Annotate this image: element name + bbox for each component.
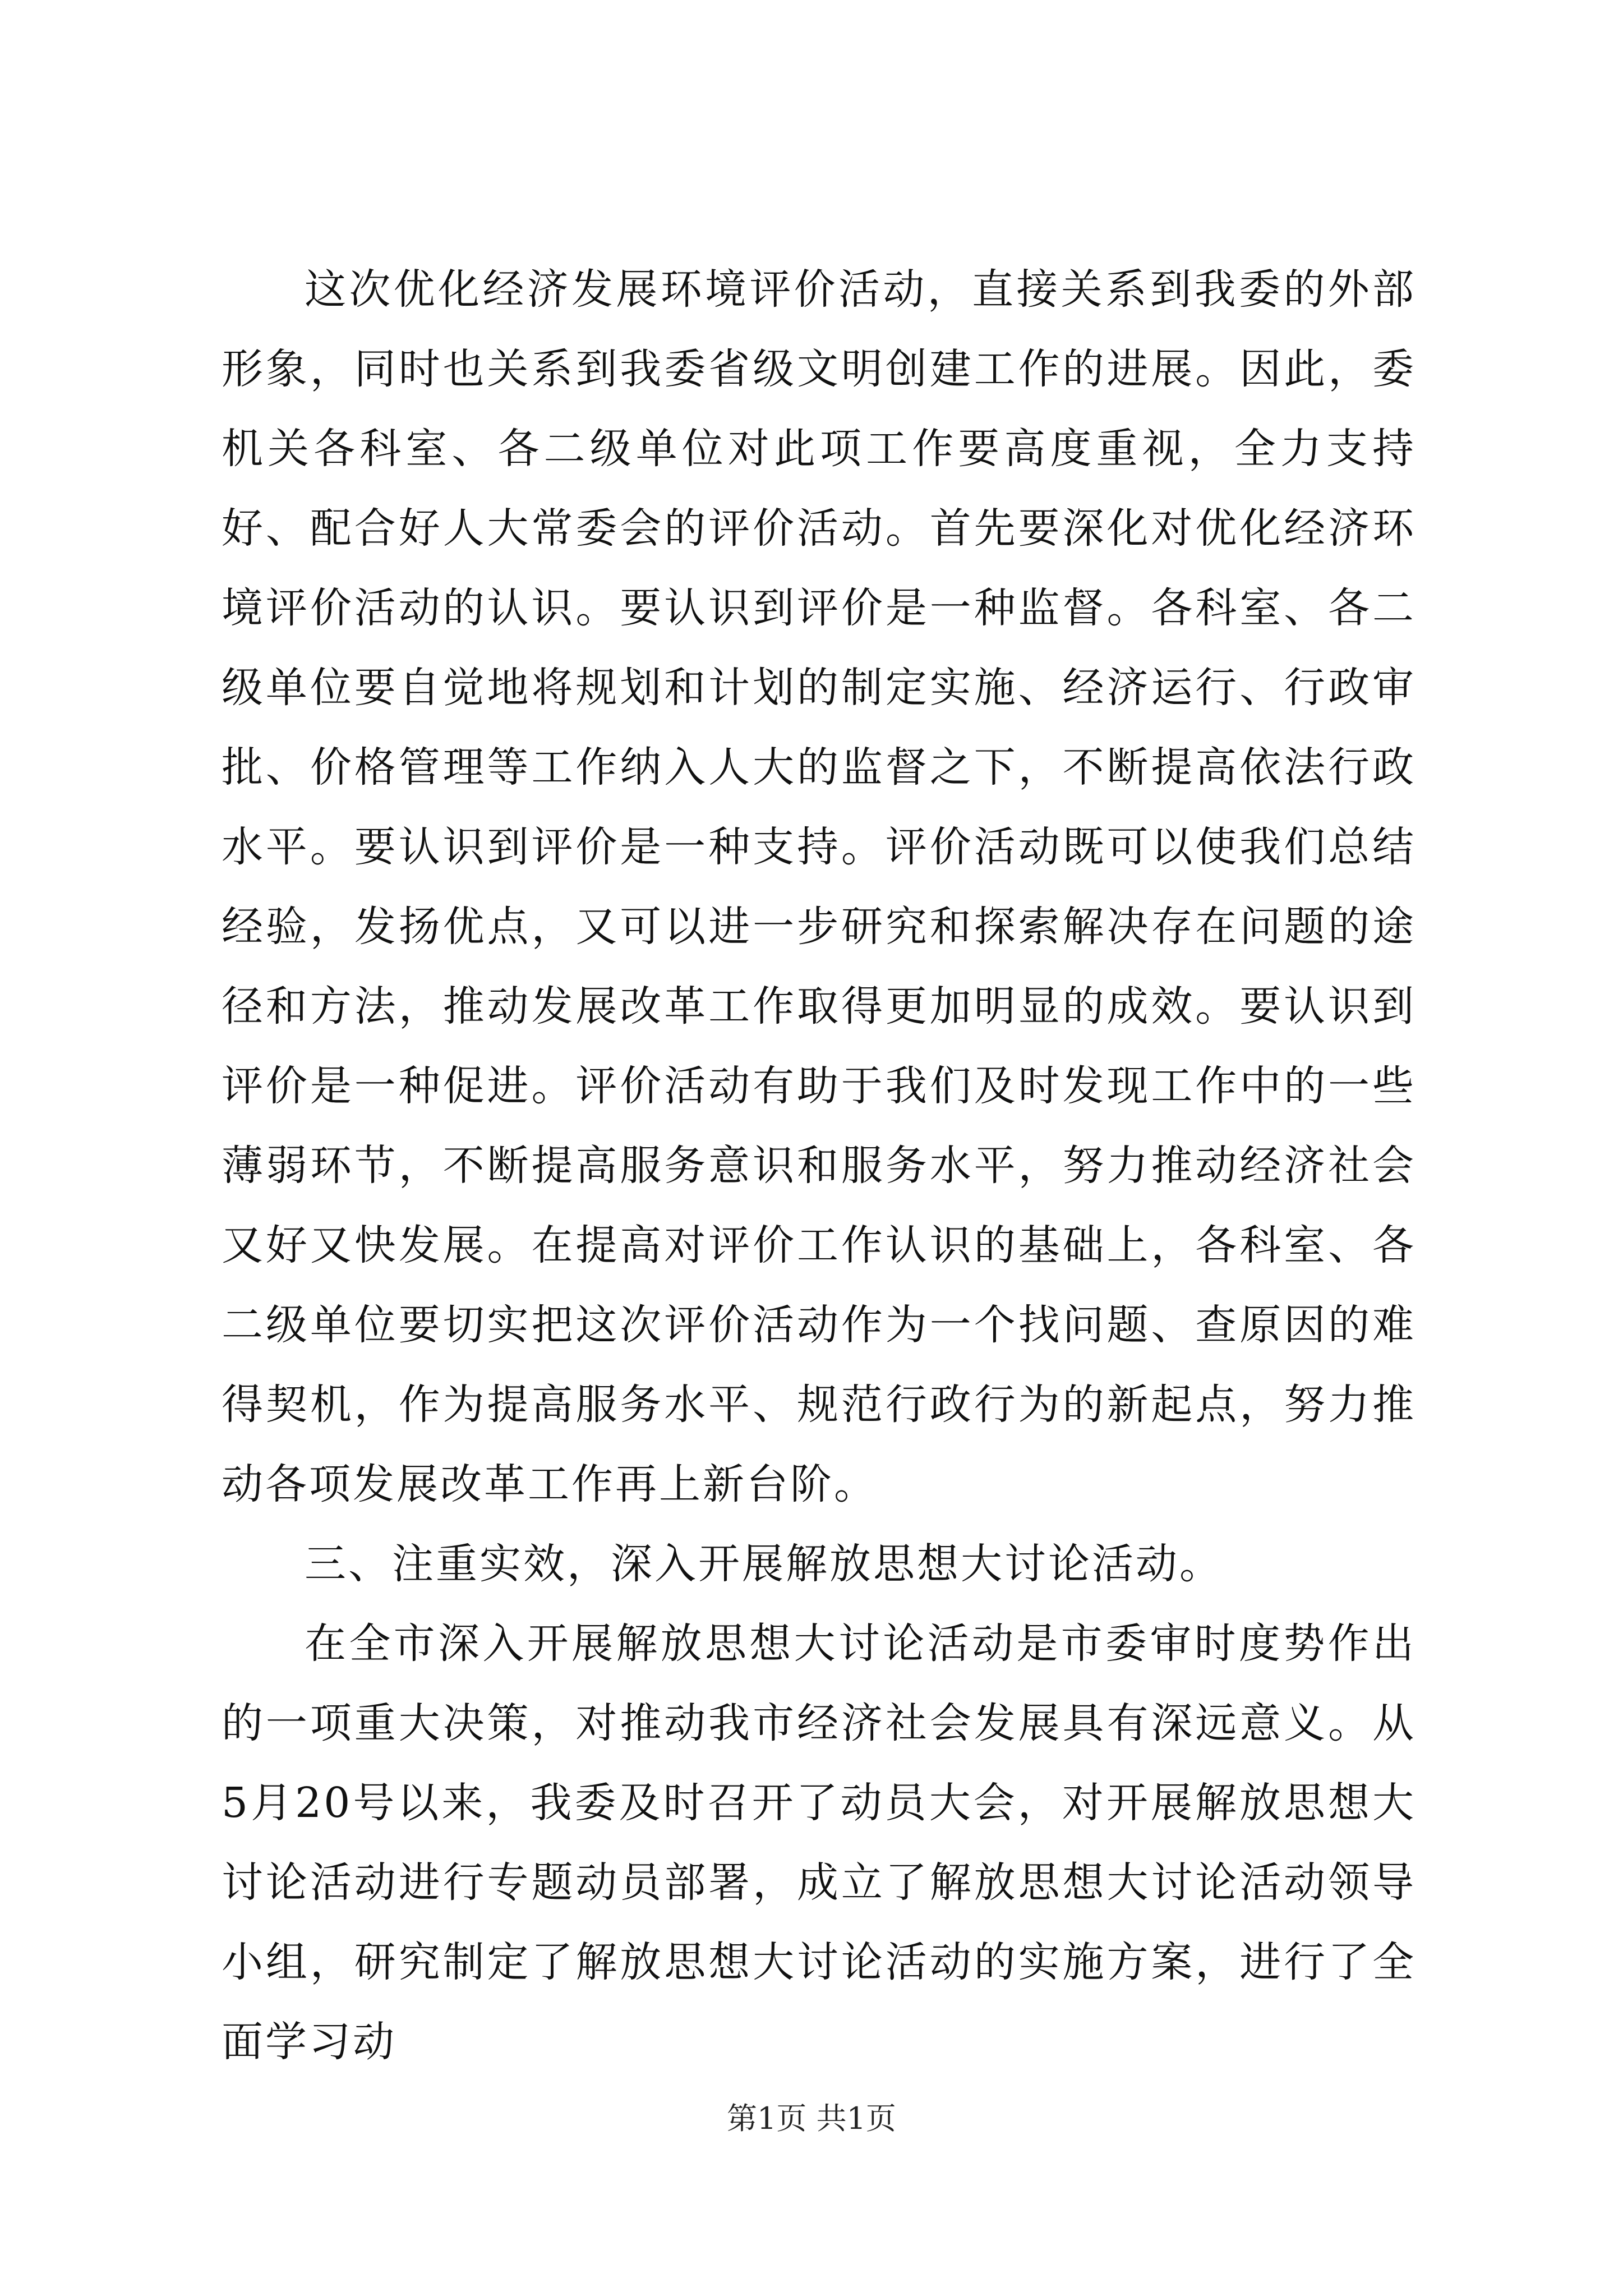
paragraph-emancipation-discussion: 在全市深入开展解放思想大讨论活动是市委审时度势作出的一项重大决策，对推动我市经济社会发展具有深远意义。从5月20号以来，我委及时召开了动员大会，对开展解放思想大讨论活动进行专题动员部署，成立了解放思想大讨论活动领导小组，研究制定了解放思想大讨论活动的实施方案，进行了全面学习动 [222, 1619, 1416, 2066]
page-number-footer: 第1页 共1页 [727, 2101, 896, 2136]
document-body [222, 250, 1416, 2082]
section-heading-three: 三、注重实效，深入开展解放思想大讨论活动。 [305, 1540, 1223, 1588]
paragraph-evaluation-activity: 这次优化经济发展环境评价活动，直接关系到我委的外部形象，同时也关系到我委省级文明创建工作的进展。因此，委机关各科室、各二级单位对此项工作要高度重视，全力支持好、配合好人大常委会的评价活动。首先要深化对优化经济环境评价活动的认识。要认识到评价是一种监督。各科室、各二级单位要自觉地将规划和计划的制定实施、经济运行、行政审批、价格管理等工作纳入人大的监督之下，不断提高依法行政水平。要认识到评价是一种支持。评价活动既可以使我们总结经验，发扬优点，又可以进一步研究和探索解决存在问题的途径和方法，推动发展改革工作取得更加明显的成效。要认识到评价是一种促进。评价活动有助于我们及时发现工作中的一些薄弱环节，不断提高服务意识和服务水平，努力推动经济社会又好又快发展。在提高对评价工作认识的基础上，各科室、各二级单位要切实把这次评价活动作为一个找问题、查原因的难得契机，作为提高服务水平、规范行政行为的新起点，努力推动各项发展改革工作再上新台阶。 [222, 265, 1416, 1508]
